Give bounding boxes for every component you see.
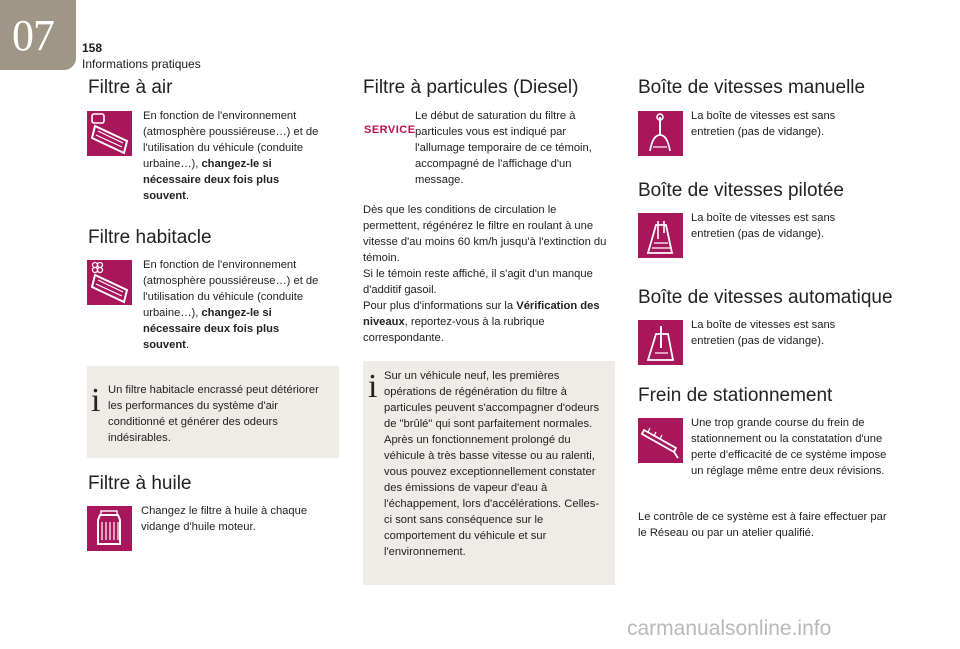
cabin-filter-icon [87, 260, 132, 305]
oil-filter-icon [87, 506, 132, 551]
cabin-filter-info-box [87, 366, 339, 458]
cabin-filter-text: En fonction de l'environnement (atmosphère poussiéreuse…) et de l'utilisation du véhicule (conduite urbaine…), changez-le si nécessaire deux fois plus souvent. [143, 259, 319, 351]
cabin-filter-heading: Filtre habitacle [88, 227, 212, 248]
chapter-tab [0, 0, 76, 70]
page-number: 158 [82, 41, 103, 55]
service-warning-icon: SERVICE [364, 124, 416, 136]
parking-brake-heading: Frein de stationnement [638, 385, 833, 406]
parking-brake-note: Le contrôle de ce système est à faire effectuer par le Réseau ou par un atelier qualifié. [638, 511, 887, 539]
particle-filter-p3: Pour plus d'informations sur la Vérification des niveaux, reportez-vous à la rubrique correspondante. [363, 300, 600, 344]
oil-filter-text: Changez le filtre à huile à chaque vidange d'huile moteur. [141, 505, 308, 533]
manual-gearbox-icon [638, 111, 683, 156]
particle-filter-info-text: Sur un véhicule neuf, les premières opérations de régénération du filtre à particules peuvent s'accompagner d'odeurs de "brûlé" qui sont parfaitement normales. Après un fonctionnement prolongé du véhicule à très basse vitesse ou au ralenti, vous pouvez exceptionnellement constater des émissions de vapeur d'eau à l'échappement, lors d'accélérations. Celles-ci sont sans conséquence sur le comportement du véhicule et sur l'environnement. [384, 370, 600, 558]
info-icon: i [368, 368, 378, 405]
particle-filter-p2: Si le témoin reste affiché, il s'agit d'un manque d'additif gasoil. [363, 268, 593, 296]
automatic-gearbox-heading: Boîte de vitesses automatique [638, 287, 893, 308]
oil-filter-heading: Filtre à huile [88, 473, 192, 494]
manual-gearbox-heading: Boîte de vitesses manuelle [638, 77, 866, 98]
air-filter-text: En fonction de l'environnement (atmosphère poussiéreuse…) et de l'utilisation du véhicule (conduite urbaine…), changez-le si nécessaire deux fois plus souvent. [143, 110, 319, 202]
piloted-gearbox-heading: Boîte de vitesses pilotée [638, 180, 844, 201]
piloted-gearbox-icon [638, 213, 683, 258]
particle-filter-info-box [363, 361, 615, 585]
parking-brake-icon [638, 418, 683, 463]
automatic-gearbox-text: La boîte de vitesses est sans entretien (pas de vidange). [691, 319, 836, 347]
particle-filter-body [363, 202, 613, 346]
parking-brake-text: Une trop grande course du frein de stationnement ou la constatation d'une perte d'efficacité de ce système impose un réglage même entre deux révisions. [691, 417, 887, 477]
info-icon: i [91, 382, 101, 419]
section-title: Informations pratiques [82, 57, 201, 71]
particle-filter-intro: Le début de saturation du filtre à particules vous est indiqué par l'allumage temporaire de ce témoin, accompagné de l'affichage d'un message. [415, 110, 592, 186]
particle-filter-p1: Dès que les conditions de circulation le permettent, régénérez le filtre en roulant à une vitesse d'au moins 60 km/h jusqu'à l'extinction du témoin. [363, 204, 607, 264]
manual-gearbox-text: La boîte de vitesses est sans entretien (pas de vidange). [691, 110, 836, 138]
air-filter-icon [87, 111, 132, 156]
watermark: carmanualsonline.info [627, 617, 832, 640]
air-filter-heading: Filtre à air [88, 77, 173, 98]
cabin-filter-info-text: Un filtre habitacle encrassé peut détériorer les performances du système d'air conditionné et générer des odeurs indésirables. [108, 384, 319, 444]
chapter-number: 07 [12, 11, 54, 60]
piloted-gearbox-text: La boîte de vitesses est sans entretien (pas de vidange). [691, 212, 836, 240]
particle-filter-heading: Filtre à particules (Diesel) [363, 77, 579, 98]
automatic-gearbox-icon [638, 320, 683, 365]
